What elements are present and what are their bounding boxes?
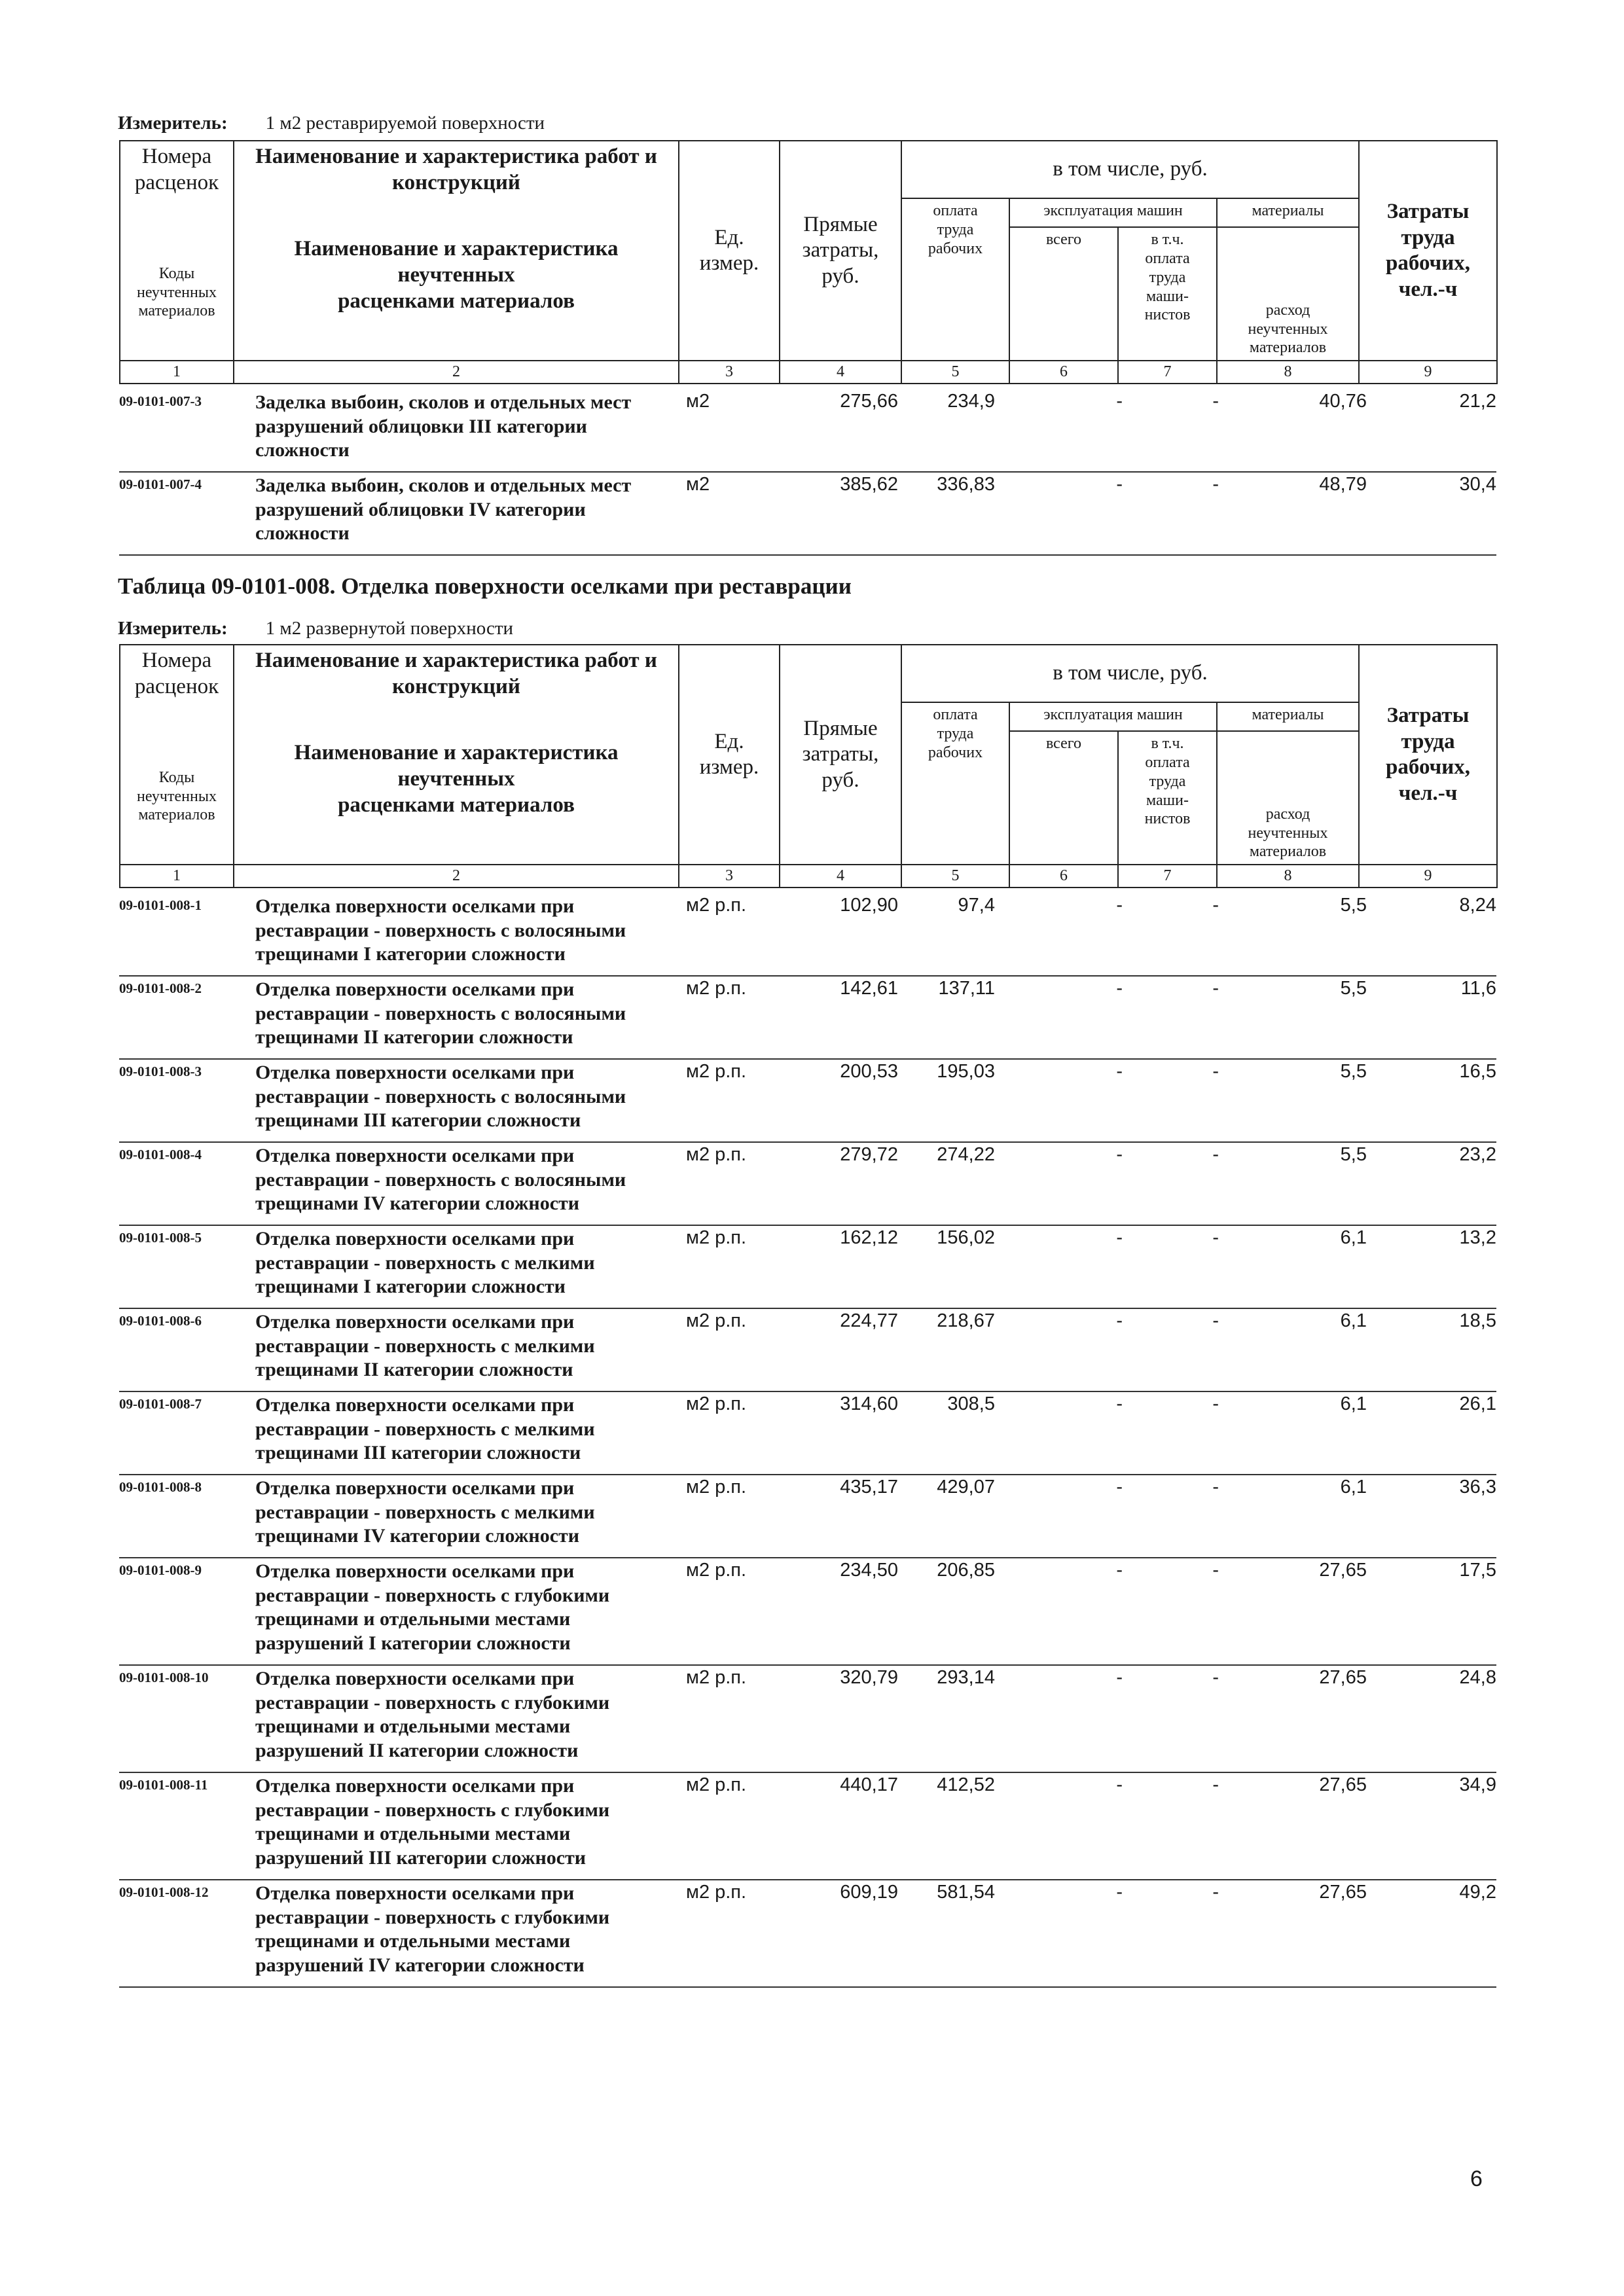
hdr-name: Наименование и характеристика работ и конструкций: [234, 645, 679, 702]
col-num: 1: [120, 361, 234, 384]
work-description: Отделка поверхности оселками при реставрации - поверхность с глубокими трещинами и отдельными местами разрушений II категории сложности: [255, 1667, 610, 1761]
rate-code: 09-0101-008-5: [119, 1229, 202, 1246]
col-num: 2: [234, 865, 679, 888]
machine-total-cell: -: [1116, 1227, 1123, 1248]
hdr-name: Наименование и характеристика работ и конструкций: [234, 141, 679, 198]
table-row: [119, 1144, 1496, 1226]
unit-cell: м2 р.п.: [686, 1060, 747, 1082]
labor-hours-cell: 23,2: [1459, 1143, 1496, 1165]
machine-labor-cell: -: [1212, 977, 1219, 999]
labor-hours-cell: 30,4: [1459, 473, 1496, 495]
rate-code: 09-0101-008-3: [119, 1063, 202, 1079]
hdr-machines: эксплуатация машин: [1009, 702, 1217, 731]
table-row: [119, 1477, 1496, 1558]
row-divider: [119, 471, 1496, 473]
row-divider: [119, 1557, 1496, 1558]
table-row: [119, 1560, 1496, 1666]
machine-labor-cell: -: [1212, 1060, 1219, 1082]
work-description: Отделка поверхности оселками при реставрации - поверхность с мелкими трещинами IV категории сложности: [255, 1477, 595, 1547]
labor-pay-cell: 195,03: [937, 1060, 995, 1082]
materials-cell: 6,1: [1340, 1476, 1367, 1498]
col-num: 9: [1359, 865, 1497, 888]
labor-pay-cell: 137,11: [938, 977, 995, 999]
machine-total-cell: -: [1116, 1393, 1123, 1414]
materials-cell: 5,5: [1340, 894, 1367, 916]
direct-cost-cell: 385,62: [840, 473, 898, 495]
rate-code: 09-0101-008-11: [119, 1776, 208, 1793]
hdr-unit: Ед. измер.: [679, 141, 780, 361]
work-description: Отделка поверхности оселками при реставрации - поверхность с волосяными трещинами IV категории сложности: [255, 1144, 626, 1215]
table-body-2: [119, 895, 1496, 1988]
col-num: 4: [780, 865, 901, 888]
work-description: Отделка поверхности оселками при реставрации - поверхность с волосяными трещинами II категории сложности: [255, 978, 626, 1049]
hdr-incl: в том числе, руб.: [901, 141, 1359, 198]
row-divider: [119, 1986, 1496, 1988]
materials-cell: 48,79: [1319, 473, 1367, 495]
materials-cell: 27,65: [1319, 1881, 1367, 1903]
table-header-2: [119, 644, 1498, 888]
direct-cost-cell: 435,17: [840, 1476, 898, 1498]
machine-total-cell: -: [1116, 1881, 1123, 1903]
labor-hours-cell: 36,3: [1459, 1476, 1496, 1498]
table-row: [119, 1061, 1496, 1143]
materials-cell: 6,1: [1340, 1227, 1367, 1248]
table-row: [119, 1310, 1496, 1392]
materials-cell: 6,1: [1340, 1310, 1367, 1331]
direct-cost-cell: 275,66: [840, 390, 898, 412]
row-divider: [119, 1474, 1496, 1475]
machine-total-cell: -: [1116, 1559, 1123, 1581]
row-divider: [119, 975, 1496, 977]
direct-cost-cell: 320,79: [840, 1666, 898, 1688]
rate-code: 09-0101-008-10: [119, 1669, 209, 1685]
col-num: 8: [1217, 361, 1359, 384]
measure-value: 1 м2 развернутой поверхности: [265, 618, 514, 639]
rates-table-2: [119, 644, 1496, 1989]
row-divider: [119, 1141, 1496, 1143]
machine-total-cell: -: [1116, 1476, 1123, 1498]
machine-labor-cell: -: [1212, 1143, 1219, 1165]
labor-pay-cell: 156,02: [937, 1227, 995, 1248]
measure-label: Измеритель:: [118, 618, 228, 639]
col-num: 3: [679, 361, 780, 384]
table-header-1: [119, 140, 1498, 384]
rate-code: 09-0101-008-4: [119, 1146, 202, 1162]
unit-cell: м2: [686, 390, 710, 412]
hdr-direct: Прямые затраты, руб.: [780, 141, 901, 361]
work-description: Заделка выбоин, сколов и отдельных мест разрушений облицовки III категории сложности: [255, 391, 632, 461]
rate-code: 09-0101-008-8: [119, 1479, 202, 1495]
table-row: [119, 391, 1496, 473]
col-num: 6: [1009, 361, 1118, 384]
rate-code: 09-0101-008-2: [119, 980, 202, 996]
hdr-name-sub: Наименование и характеристика неучтенных расценками материалов: [234, 702, 679, 865]
labor-hours-cell: 21,2: [1459, 390, 1496, 412]
measure-value: 1 м2 реставрируемой поверхности: [265, 113, 545, 134]
unit-cell: м2 р.п.: [686, 1476, 747, 1498]
col-num: 2: [234, 361, 679, 384]
unit-cell: м2 р.п.: [686, 1310, 747, 1331]
hdr-materials: материалы: [1217, 198, 1359, 227]
work-description: Отделка поверхности оселками при реставрации - поверхность с глубокими трещинами и отдельными местами разрушений IV категории сложности: [255, 1882, 610, 1976]
work-description: Отделка поверхности оселками при реставрации - поверхность с мелкими трещинами II категории сложности: [255, 1310, 595, 1381]
labor-hours-cell: 13,2: [1459, 1227, 1496, 1248]
direct-cost-cell: 162,12: [840, 1227, 898, 1248]
rate-code: 09-0101-008-6: [119, 1312, 202, 1329]
work-description: Отделка поверхности оселками при реставрации - поверхность с мелкими трещинами I категории сложности: [255, 1227, 595, 1298]
machine-total-cell: -: [1116, 473, 1123, 495]
direct-cost-cell: 234,50: [840, 1559, 898, 1581]
machine-labor-cell: -: [1212, 1393, 1219, 1414]
unit-cell: м2 р.п.: [686, 1143, 747, 1165]
work-description: Отделка поверхности оселками при реставрации - поверхность с мелкими трещинами III категории сложности: [255, 1393, 595, 1464]
work-description: Отделка поверхности оселками при реставрации - поверхность с глубокими трещинами и отдельными местами разрушений I категории сложности: [255, 1560, 610, 1654]
col-num: 9: [1359, 361, 1497, 384]
unit-cell: м2 р.п.: [686, 977, 747, 999]
labor-pay-cell: 336,83: [937, 473, 995, 495]
col-num: 7: [1118, 361, 1217, 384]
hdr-codes: Номера расценок: [120, 141, 234, 198]
machine-total-cell: -: [1116, 390, 1123, 412]
machine-total-cell: -: [1116, 1310, 1123, 1331]
materials-cell: 27,65: [1319, 1559, 1367, 1581]
labor-pay-cell: 234,9: [947, 390, 995, 412]
rate-code: 09-0101-008-7: [119, 1395, 202, 1412]
column-numbers: [120, 865, 1497, 888]
col-num: 5: [901, 361, 1009, 384]
labor-pay-cell: 308,5: [947, 1393, 995, 1414]
unit-cell: м2 р.п.: [686, 1227, 747, 1248]
direct-cost-cell: 279,72: [840, 1143, 898, 1165]
work-description: Отделка поверхности оселками при реставрации - поверхность с волосяными трещинами III категории сложности: [255, 1061, 626, 1132]
machine-total-cell: -: [1116, 1060, 1123, 1082]
labor-hours-cell: 11,6: [1460, 977, 1496, 999]
unit-cell: м2 р.п.: [686, 1393, 747, 1414]
materials-cell: 5,5: [1340, 1143, 1367, 1165]
machine-labor-cell: -: [1212, 473, 1219, 495]
table-row: [119, 1227, 1496, 1309]
direct-cost-cell: 224,77: [840, 1310, 898, 1331]
materials-cell: 27,65: [1319, 1666, 1367, 1688]
measure-line-2: [118, 618, 513, 639]
table-body-1: [119, 391, 1496, 556]
rate-code: 09-0101-008-12: [119, 1884, 209, 1900]
work-description: Заделка выбоин, сколов и отдельных мест разрушений облицовки IV категории сложности: [255, 474, 632, 545]
labor-hours-cell: 26,1: [1459, 1393, 1496, 1414]
direct-cost-cell: 200,53: [840, 1060, 898, 1082]
table-row: [119, 1393, 1496, 1475]
column-numbers: [120, 361, 1497, 384]
table-row: [119, 1667, 1496, 1773]
labor-pay-cell: 97,4: [958, 894, 995, 916]
materials-cell: 6,1: [1340, 1393, 1367, 1414]
hdr-mach-labor: в т.ч. оплата труда маши- нистов: [1118, 227, 1217, 361]
hdr-machines: эксплуатация машин: [1009, 198, 1217, 227]
labor-pay-cell: 412,52: [937, 1774, 995, 1795]
direct-cost-cell: 142,61: [840, 977, 898, 999]
labor-pay-cell: 293,14: [937, 1666, 995, 1688]
row-divider: [119, 554, 1496, 556]
hdr-mach-total: всего: [1009, 227, 1118, 361]
hdr-materials-sub: расход неучтенных материалов: [1217, 731, 1359, 865]
table-row: [119, 1774, 1496, 1880]
rate-code: 09-0101-007-4: [119, 476, 202, 492]
hdr-codes: Номера расценок: [120, 645, 234, 702]
direct-cost-cell: 314,60: [840, 1393, 898, 1414]
row-divider: [119, 1772, 1496, 1773]
labor-pay-cell: 218,67: [937, 1310, 995, 1331]
hdr-labor: оплата труда рабочих: [901, 702, 1009, 865]
hdr-mach-labor: в т.ч. оплата труда маши- нистов: [1118, 731, 1217, 865]
machine-labor-cell: -: [1212, 1227, 1219, 1248]
materials-cell: 27,65: [1319, 1774, 1367, 1795]
col-num: 3: [679, 865, 780, 888]
col-num: 1: [120, 865, 234, 888]
table-row: [119, 474, 1496, 556]
direct-cost-cell: 440,17: [840, 1774, 898, 1795]
hdr-mach-total: всего: [1009, 731, 1118, 865]
labor-pay-cell: 429,07: [937, 1476, 995, 1498]
labor-pay-cell: 581,54: [937, 1881, 995, 1903]
machine-total-cell: -: [1116, 1666, 1123, 1688]
hdr-codes-sub: Коды неучтенных материалов: [120, 702, 234, 865]
hdr-labor: оплата труда рабочих: [901, 198, 1009, 361]
unit-cell: м2 р.п.: [686, 1881, 747, 1903]
labor-hours-cell: 49,2: [1459, 1881, 1496, 1903]
measure-label: Измеритель:: [118, 113, 228, 134]
unit-cell: м2 р.п.: [686, 1774, 747, 1795]
hdr-direct: Прямые затраты, руб.: [780, 645, 901, 865]
rate-code: 09-0101-007-3: [119, 393, 202, 409]
materials-cell: 40,76: [1319, 390, 1367, 412]
rates-table-1: [119, 140, 1496, 557]
direct-cost-cell: 102,90: [840, 894, 898, 916]
row-divider: [119, 1664, 1496, 1666]
hdr-hours: Затраты труда рабочих, чел.-ч: [1359, 645, 1497, 865]
row-divider: [119, 1308, 1496, 1309]
col-num: 7: [1118, 865, 1217, 888]
table-row: [119, 895, 1496, 977]
page-number: 6: [1470, 2166, 1483, 2191]
row-divider: [119, 1225, 1496, 1226]
labor-hours-cell: 24,8: [1459, 1666, 1496, 1688]
machine-labor-cell: -: [1212, 1881, 1219, 1903]
unit-cell: м2 р.п.: [686, 1559, 747, 1581]
col-num: 6: [1009, 865, 1118, 888]
row-divider: [119, 1391, 1496, 1392]
work-description: Отделка поверхности оселками при реставрации - поверхность с глубокими трещинами и отдельными местами разрушений III категории сложности: [255, 1774, 610, 1869]
labor-pay-cell: 274,22: [937, 1143, 995, 1165]
hdr-materials-sub: расход неучтенных материалов: [1217, 227, 1359, 361]
direct-cost-cell: 609,19: [840, 1881, 898, 1903]
machine-labor-cell: -: [1212, 1774, 1219, 1795]
labor-hours-cell: 18,5: [1459, 1310, 1496, 1331]
hdr-codes-sub: Коды неучтенных материалов: [120, 198, 234, 361]
col-num: 5: [901, 865, 1009, 888]
machine-labor-cell: -: [1212, 390, 1219, 412]
labor-hours-cell: 34,9: [1459, 1774, 1496, 1795]
row-divider: [119, 1058, 1496, 1060]
measure-line-1: [118, 113, 545, 134]
row-divider: [119, 1879, 1496, 1880]
machine-labor-cell: -: [1212, 1476, 1219, 1498]
hdr-name-sub: Наименование и характеристика неучтенных расценками материалов: [234, 198, 679, 361]
machine-labor-cell: -: [1212, 894, 1219, 916]
rate-code: 09-0101-008-1: [119, 897, 202, 913]
labor-hours-cell: 8,24: [1459, 894, 1496, 916]
hdr-incl: в том числе, руб.: [901, 645, 1359, 702]
machine-total-cell: -: [1116, 977, 1123, 999]
machine-total-cell: -: [1116, 1143, 1123, 1165]
materials-cell: 5,5: [1340, 977, 1367, 999]
labor-pay-cell: 206,85: [937, 1559, 995, 1581]
table-title: Таблица 09-0101-008. Отделка поверхности оселками при реставрации: [118, 573, 852, 599]
unit-cell: м2: [686, 473, 710, 495]
hdr-unit: Ед. измер.: [679, 645, 780, 865]
table-row: [119, 1882, 1496, 1988]
labor-hours-cell: 17,5: [1459, 1559, 1496, 1581]
machine-total-cell: -: [1116, 1774, 1123, 1795]
table-row: [119, 978, 1496, 1060]
labor-hours-cell: 16,5: [1459, 1060, 1496, 1082]
machine-labor-cell: -: [1212, 1559, 1219, 1581]
machine-total-cell: -: [1116, 894, 1123, 916]
col-num: 4: [780, 361, 901, 384]
machine-labor-cell: -: [1212, 1310, 1219, 1331]
hdr-hours: Затраты труда рабочих, чел.-ч: [1359, 141, 1497, 361]
unit-cell: м2 р.п.: [686, 894, 747, 916]
work-description: Отделка поверхности оселками при реставрации - поверхность с волосяными трещинами I категории сложности: [255, 895, 626, 965]
unit-cell: м2 р.п.: [686, 1666, 747, 1688]
machine-labor-cell: -: [1212, 1666, 1219, 1688]
col-num: 8: [1217, 865, 1359, 888]
materials-cell: 5,5: [1340, 1060, 1367, 1082]
hdr-materials: материалы: [1217, 702, 1359, 731]
rate-code: 09-0101-008-9: [119, 1562, 202, 1578]
